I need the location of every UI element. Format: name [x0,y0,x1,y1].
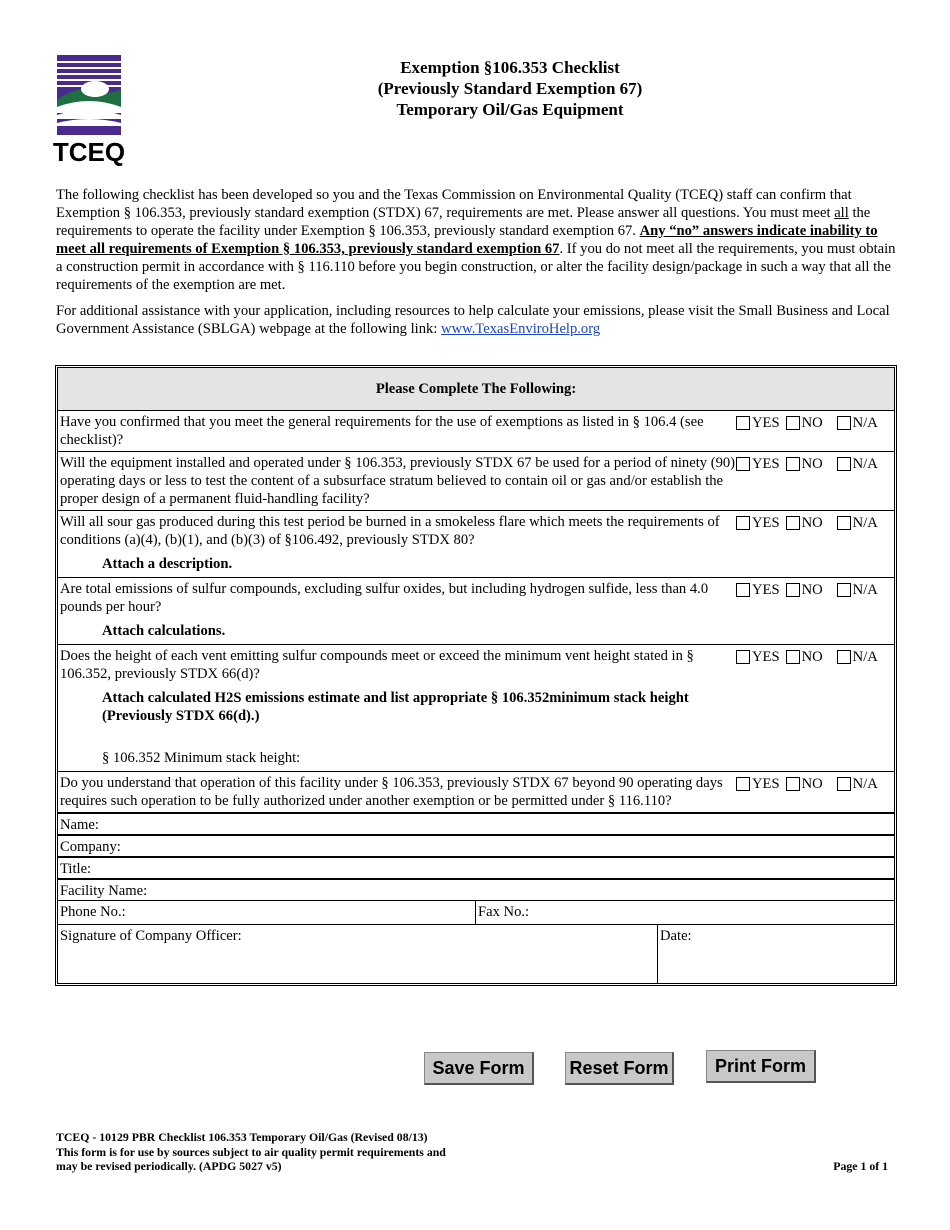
minimum-stack-height-field[interactable]: § 106.352 Minimum stack height: [102,750,301,766]
question-text: Does the height of each vent emitting sulfur compounds meet or exceed the minimum vent height stated in § 106.352, previously STDX 66(d)? [60,648,694,682]
no-label: NO [801,456,823,472]
no-checkbox[interactable] [786,457,800,471]
no-checkbox[interactable] [786,650,800,664]
na-label: N/A [852,582,878,598]
tceq-logo-icon [52,55,126,167]
yes-label: YES [752,582,780,598]
intro-text-b: the requirements to operate the facility under Exemption § 106.353, previously standard exemption 67. [56,205,871,239]
no-label: NO [801,649,823,665]
question-text: Will the equipment installed and operated under § 106.353, previously STDX 67 be used for a period of ninety (90) operating days or less to test the content of a subsurface stratum believed to contain oil or gas and/or establish the proper design of a permanent fluid-handling facility? [60,455,736,507]
intro-text [56,186,896,346]
intro-warning: Any “no” answers indicate inability to meet all requirements of Exemption § 106.353, previously standard exemption 67 [56,223,878,257]
intro-paragraph-2 [56,302,896,338]
name-field[interactable] [58,812,894,834]
question-text: Have you confirmed that you meet the general requirements for the use of exemptions as listed in § 106.4 (see checklist)? [60,414,704,448]
signature-field[interactable] [58,925,658,983]
signature-label: Signature of Company Officer: [60,928,242,944]
question-row-1 [58,410,894,451]
date-field[interactable] [658,925,894,983]
no-checkbox[interactable] [786,416,800,430]
question-row-6 [58,771,894,812]
page-number: Page 1 of 1 [833,1159,888,1173]
yes-checkbox[interactable] [736,583,750,597]
yes-label: YES [752,649,780,665]
intro-text-all: all [834,205,849,221]
logo-text: TCEQ [52,137,126,167]
na-label: N/A [852,415,878,431]
intro-paragraph-1 [56,186,896,294]
na-label: N/A [852,649,878,665]
yes-label: YES [752,776,780,792]
no-label: NO [801,515,823,531]
no-label: NO [801,776,823,792]
yes-checkbox[interactable] [736,777,750,791]
na-checkbox[interactable] [837,416,851,430]
facility-name-label: Facility Name: [60,883,148,899]
no-label: NO [801,582,823,598]
footer-line-3: may be revised periodically. (APDG 5027 v5) [56,1159,282,1173]
attachment-note: Attach calculations. [102,623,226,639]
na-label: N/A [852,515,878,531]
yes-label: YES [752,415,780,431]
intro-text-c: . If you do not meet all the requirements, you must obtain a construction permit in accordance with § 116.110 before you begin construction, or alter the facility design/package in such a way that all the requirements of the exemption are met. [56,241,896,293]
yes-checkbox[interactable] [736,516,750,530]
no-label: NO [801,415,823,431]
title-label: Title: [60,861,92,877]
checklist-form [55,365,897,986]
question-text: Are total emissions of sulfur compounds, excluding sulfur oxides, but including hydrogen sulfide, less than 4.0 pounds per hour? [60,581,709,615]
answer-options [736,772,894,812]
question-text: Will all sour gas produced during this test period be burned in a smokeless flare which meets the requirements of conditions (a)(4), (b)(1), and (b)(3) of §106.492, previously STDX 80? [60,514,720,548]
company-label: Company: [60,839,121,855]
na-checkbox[interactable] [837,777,851,791]
intro-text-a: The following checklist has been developed so you and the Texas Commission on Environmental Quality (TCEQ) staff can confirm that Exemption § 106.353, previously standard exemption (STDX) 67, requirements are met. Please answer all questions. You must meet [56,187,852,221]
yes-checkbox[interactable] [736,650,750,664]
reset-form-button[interactable]: Reset Form [565,1052,674,1085]
phone-label: Phone No.: [60,904,126,920]
yes-checkbox[interactable] [736,457,750,471]
phone-fax-row [58,900,894,924]
question-row-5 [58,644,894,771]
yes-label: YES [752,456,780,472]
fax-field[interactable] [476,901,894,924]
attachment-note: Attach a description. [102,556,233,572]
form-heading: Please Complete The Following: [58,368,894,410]
name-label: Name: [60,817,99,833]
question-row-3 [58,510,894,577]
question-row-2 [58,451,894,510]
phone-field[interactable] [58,901,476,924]
facility-name-field[interactable] [58,878,894,900]
answer-options [736,452,894,510]
print-form-button[interactable]: Print Form [706,1050,816,1083]
footer-line-2: This form is for use by sources subject to air quality permit requirements and [56,1144,446,1159]
no-checkbox[interactable] [786,583,800,597]
signature-date-row [58,924,894,983]
date-label: Date: [660,928,692,944]
na-checkbox[interactable] [837,516,851,530]
fax-label: Fax No.: [478,904,530,920]
title-line-2: (Previously Standard Exemption 67) [377,79,643,98]
yes-checkbox[interactable] [736,416,750,430]
answer-options [736,645,894,685]
answer-options [736,511,894,551]
answer-options [736,578,894,618]
no-checkbox[interactable] [786,516,800,530]
attachment-note: Attach calculated H2S emissions estimate and list appropriate § 106.352minimum stack height (Previously STDX 66(d).) [102,690,689,724]
footer-line-1: TCEQ - 10129 PBR Checklist 106.353 Temporary Oil/Gas (Revised 08/13) [56,1130,428,1144]
na-checkbox[interactable] [837,650,851,664]
yes-label: YES [752,515,780,531]
form-footer [56,1130,446,1174]
save-form-button[interactable]: Save Form [424,1052,534,1085]
na-label: N/A [852,456,878,472]
na-label: N/A [852,776,878,792]
title-field[interactable] [58,856,894,878]
company-field[interactable] [58,834,894,856]
page-title [300,57,720,120]
texas-enviro-help-link[interactable]: www.TexasEnviroHelp.org [441,321,601,337]
title-line-1: Exemption §106.353 Checklist [400,58,620,77]
title-line-3: Temporary Oil/Gas Equipment [396,100,624,119]
na-checkbox[interactable] [837,457,851,471]
question-row-4 [58,577,894,644]
na-checkbox[interactable] [837,583,851,597]
no-checkbox[interactable] [786,777,800,791]
tceq-logo [52,55,126,167]
intro-assistance-text: For additional assistance with your application, including resources to help calculate your emissions, please visit the Small Business and Local Government Assistance (SBLGA) webpage at the following link: [56,303,890,337]
question-text: Do you understand that operation of this facility under § 106.353, previously STDX 67 beyond 90 operating days requires such operation to be fully authorized under another exemption or be permitted under § 116.110? [60,775,723,809]
answer-options [736,411,894,451]
